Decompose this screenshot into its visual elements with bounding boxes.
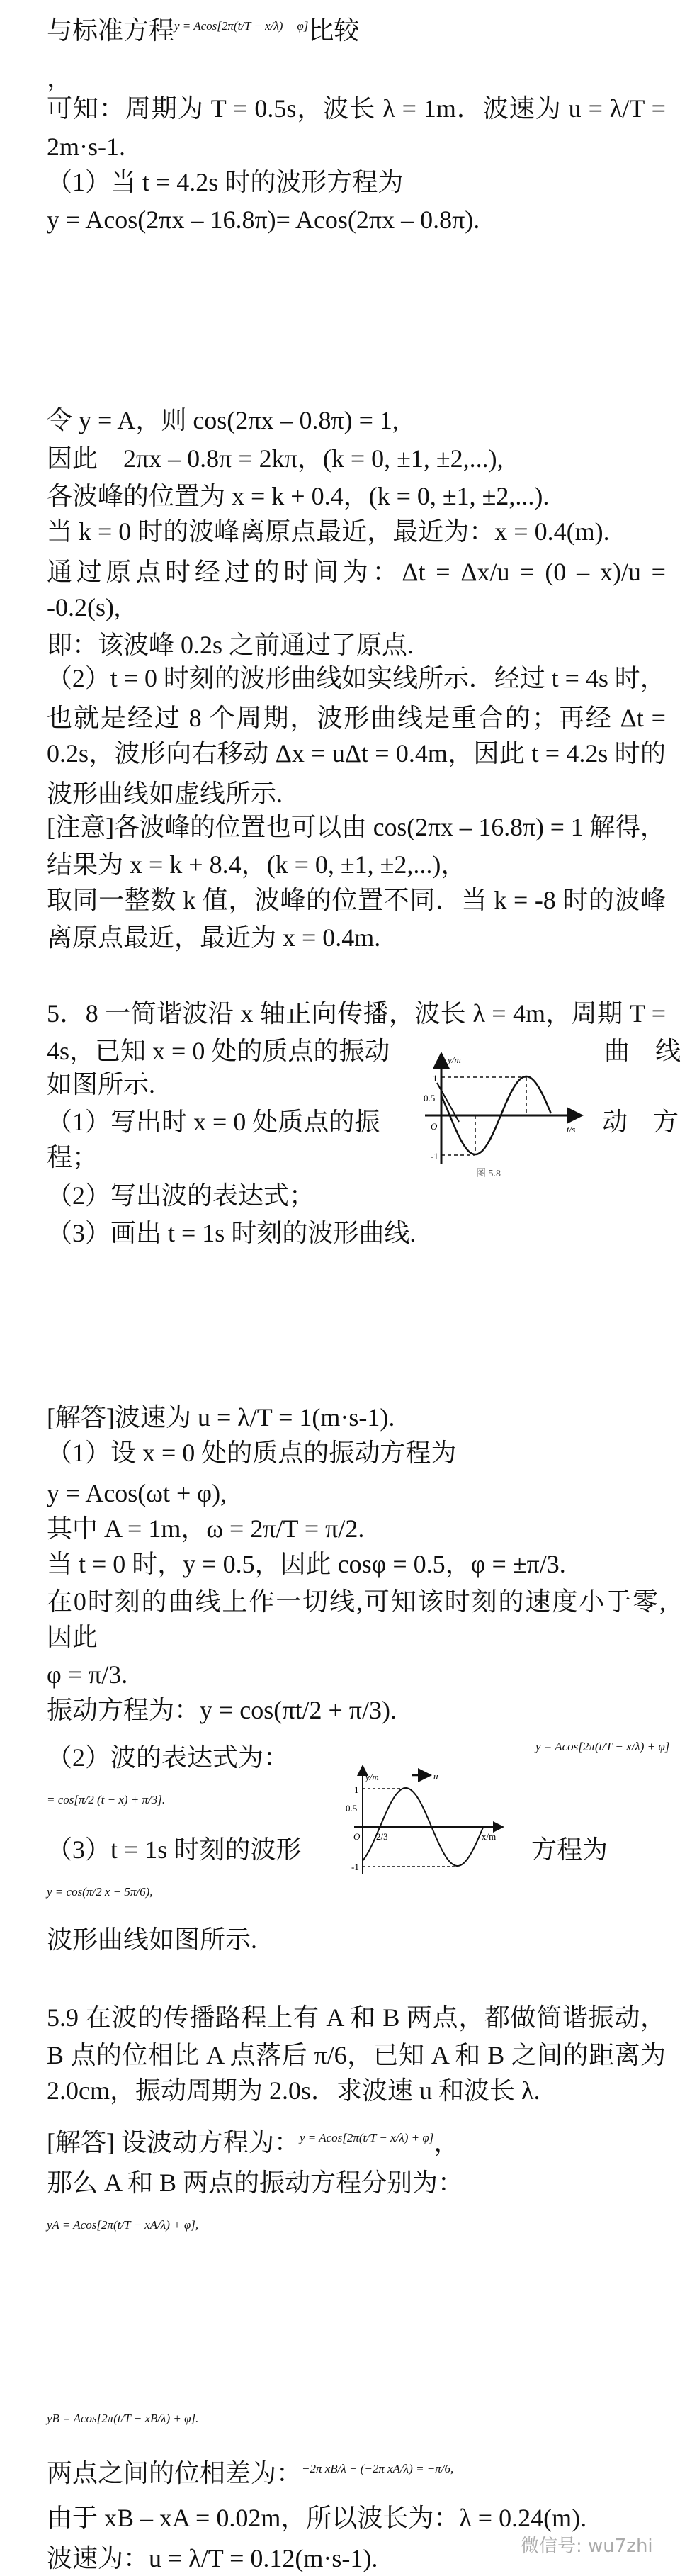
text-line (47, 2459, 453, 2487)
x-axis-label: t/s (567, 1124, 576, 1135)
text-line: 曲 线 (604, 1037, 681, 1065)
text-line: 波形曲线如图所示. (47, 1925, 258, 1954)
text-line: 2m·s-1. (47, 133, 125, 161)
formula: −2π xB/λ − (−2π xA/λ) = −π/6, (302, 2462, 454, 2475)
formula: y = Acos[2π(t/T − x/λ) + φ] (299, 2131, 434, 2144)
text-line: ， (47, 64, 73, 92)
tick-2-3: 2/3 (376, 1831, 388, 1842)
text-line: 2.0cm，振动周期为 2.0s．求波速 u 和波长 λ. (47, 2076, 540, 2105)
text-line: 在0时刻的曲线上作一切线,可知该时刻的速度小于零, (47, 1587, 666, 1616)
formula: yA = Acos[2π(t/T − xA/λ) + φ], (47, 2218, 199, 2232)
formula: yB = Acos[2π(t/T − xB/λ) + φ]. (47, 2412, 199, 2425)
text-line: 方程为 (531, 1835, 608, 1864)
text: ， (433, 2128, 460, 2156)
text-line: 即：该波峰 0.2s 之前通过了原点. (47, 631, 414, 659)
text-line: 0.2s，波形向右移动 Δx = uΔt = 0.4m，因此 t = 4.2s 时的 (47, 739, 666, 767)
figure-caption: 图 5.8 (476, 1169, 501, 1179)
text-line: 波速为：u = λ/T = 0.12(m·s-1). (47, 2544, 378, 2572)
text-line: 因此 2πx – 0.8π = 2kπ，(k = 0, ±1, ±2,...), (47, 444, 504, 473)
text-line: 通过原点时经过的时间为：Δt = Δx/u = (0 – x)/u = (47, 558, 666, 586)
text: 与标准方程 (47, 16, 175, 45)
text-line: 因此 (47, 1623, 98, 1651)
text-line: 那么 A 和 B 两点的振动方程分别为： (47, 2169, 464, 2197)
text-line: （3）t = 1s 时刻的波形 (47, 1835, 302, 1864)
origin-label: O (353, 1831, 361, 1842)
text-line: 动 方 (602, 1108, 679, 1136)
text-line: （2）波的表达式为： (47, 1743, 290, 1772)
text-line: y = Acos(2πx – 16.8π)= Acos(2πx – 0.8π). (47, 206, 480, 234)
text-line: （1）设 x = 0 处的质点的振动方程为 (47, 1439, 457, 1467)
origin-label: O (431, 1121, 438, 1132)
formula: = cos[π/2 (t − x) + π/3]. (47, 1793, 166, 1806)
text-line (47, 2128, 459, 2156)
text: 比较 (308, 16, 360, 45)
x-axis-label: x/m (482, 1831, 497, 1842)
problem-heading: 5．8 一简谐波沿 x 轴正向传播，波长 λ = 4m，周期 T = (47, 999, 666, 1028)
tick--1: -1 (431, 1151, 438, 1162)
tick--1: -1 (351, 1862, 359, 1872)
text-line: 如图所示. (47, 1070, 156, 1098)
text-line: 其中 A = 1m，ω = 2π/T = π/2. (47, 1514, 365, 1543)
text-line: 可知：周期为 T = 0.5s，波长 λ = 1m．波速为 u = λ/T = (47, 94, 666, 123)
text-line: [注意]各波峰的位置也可以由 cos(2πx – 16.8π) = 1 解得， (47, 813, 666, 841)
text-line: 由于 xB – xA = 0.02m，所以波长为：λ = 0.24(m). (47, 2504, 587, 2532)
text-line: 波形曲线如虚线所示. (47, 780, 283, 808)
text-line: [解答]波速为 u = λ/T = 1(m·s-1). (47, 1403, 395, 1432)
tick-0.5: 0.5 (346, 1803, 358, 1813)
text-line: B 点的位相比 A 点落后 π/6，已知 A 和 B 之间的距离为 (47, 2041, 666, 2069)
text-line: （2）t = 0 时刻的波形曲线如实线所示．经过 t = 4s 时， (47, 664, 666, 692)
text-line: 结果为 x = k + 8.4，(k = 0, ±1, ±2,...)， (47, 850, 467, 879)
text-line: （3）画出 t = 1s 时刻的波形曲线. (47, 1219, 416, 1247)
tick-1: 1 (354, 1784, 359, 1795)
text-line: 各波峰的位置为 x = k + 0.4，(k = 0, ±1, ±2,...). (47, 482, 550, 510)
y-axis-label: y/m (448, 1054, 461, 1065)
watermark: 微信号: wu7zhi (521, 2536, 653, 2557)
text-line: 程； (47, 1143, 98, 1171)
text-line: 当 t = 0 时，y = 0.5，因此 cosφ = 0.5，φ = ±π/3. (47, 1550, 566, 1578)
formula: y = cos(π/2 x − 5π/6), (47, 1885, 153, 1899)
text-line: 令 y = A，则 cos(2πx – 0.8π) = 1, (47, 406, 399, 434)
u-label: u (433, 1771, 438, 1782)
tick-0.5: 0.5 (424, 1093, 436, 1103)
formula: y = Acos[2π(t/T − x/λ) + φ] (535, 1740, 670, 1753)
text-line: 也就是经过 8 个周期，波形曲线是重合的；再经 Δt = (47, 704, 666, 732)
text-line: 当 k = 0 时的波峰离原点最近，最近为：x = 0.4(m). (47, 517, 610, 546)
text: [解答] 设波动方程为： (47, 2128, 300, 2156)
text-line: （1）当 t = 4.2s 时的波形方程为 (47, 168, 404, 196)
text-line: φ = π/3. (47, 1660, 128, 1689)
text-line: 离原点最近，最近为 x = 0.4m. (47, 923, 381, 952)
tick-1: 1 (433, 1073, 438, 1084)
text-line: （2）写出波的表达式； (47, 1181, 315, 1210)
formula: y = Acos[2π(t/T − x/λ) + φ] (174, 19, 309, 33)
y-axis-label: y/m (365, 1772, 379, 1782)
text-line: y = Acos(ωt + φ), (47, 1479, 227, 1507)
problem-heading: 5.9 在波的传播路程上有 A 和 B 两点，都做简谐振动， (47, 2003, 666, 2032)
text-line: 取同一整数 k 值，波峰的位置不同．当 k = -8 时的波峰 (47, 886, 666, 914)
text-line: 4s，已知 x = 0 处的质点的振动 (47, 1037, 390, 1065)
text-line: 振动方程为：y = cos(πt/2 + π/3). (47, 1696, 397, 1724)
text: 两点之间的位相差为： (47, 2459, 302, 2487)
text-line: （1）写出时 x = 0 处质点的振 (47, 1108, 380, 1136)
text-line: -0.2(s), (47, 593, 120, 621)
